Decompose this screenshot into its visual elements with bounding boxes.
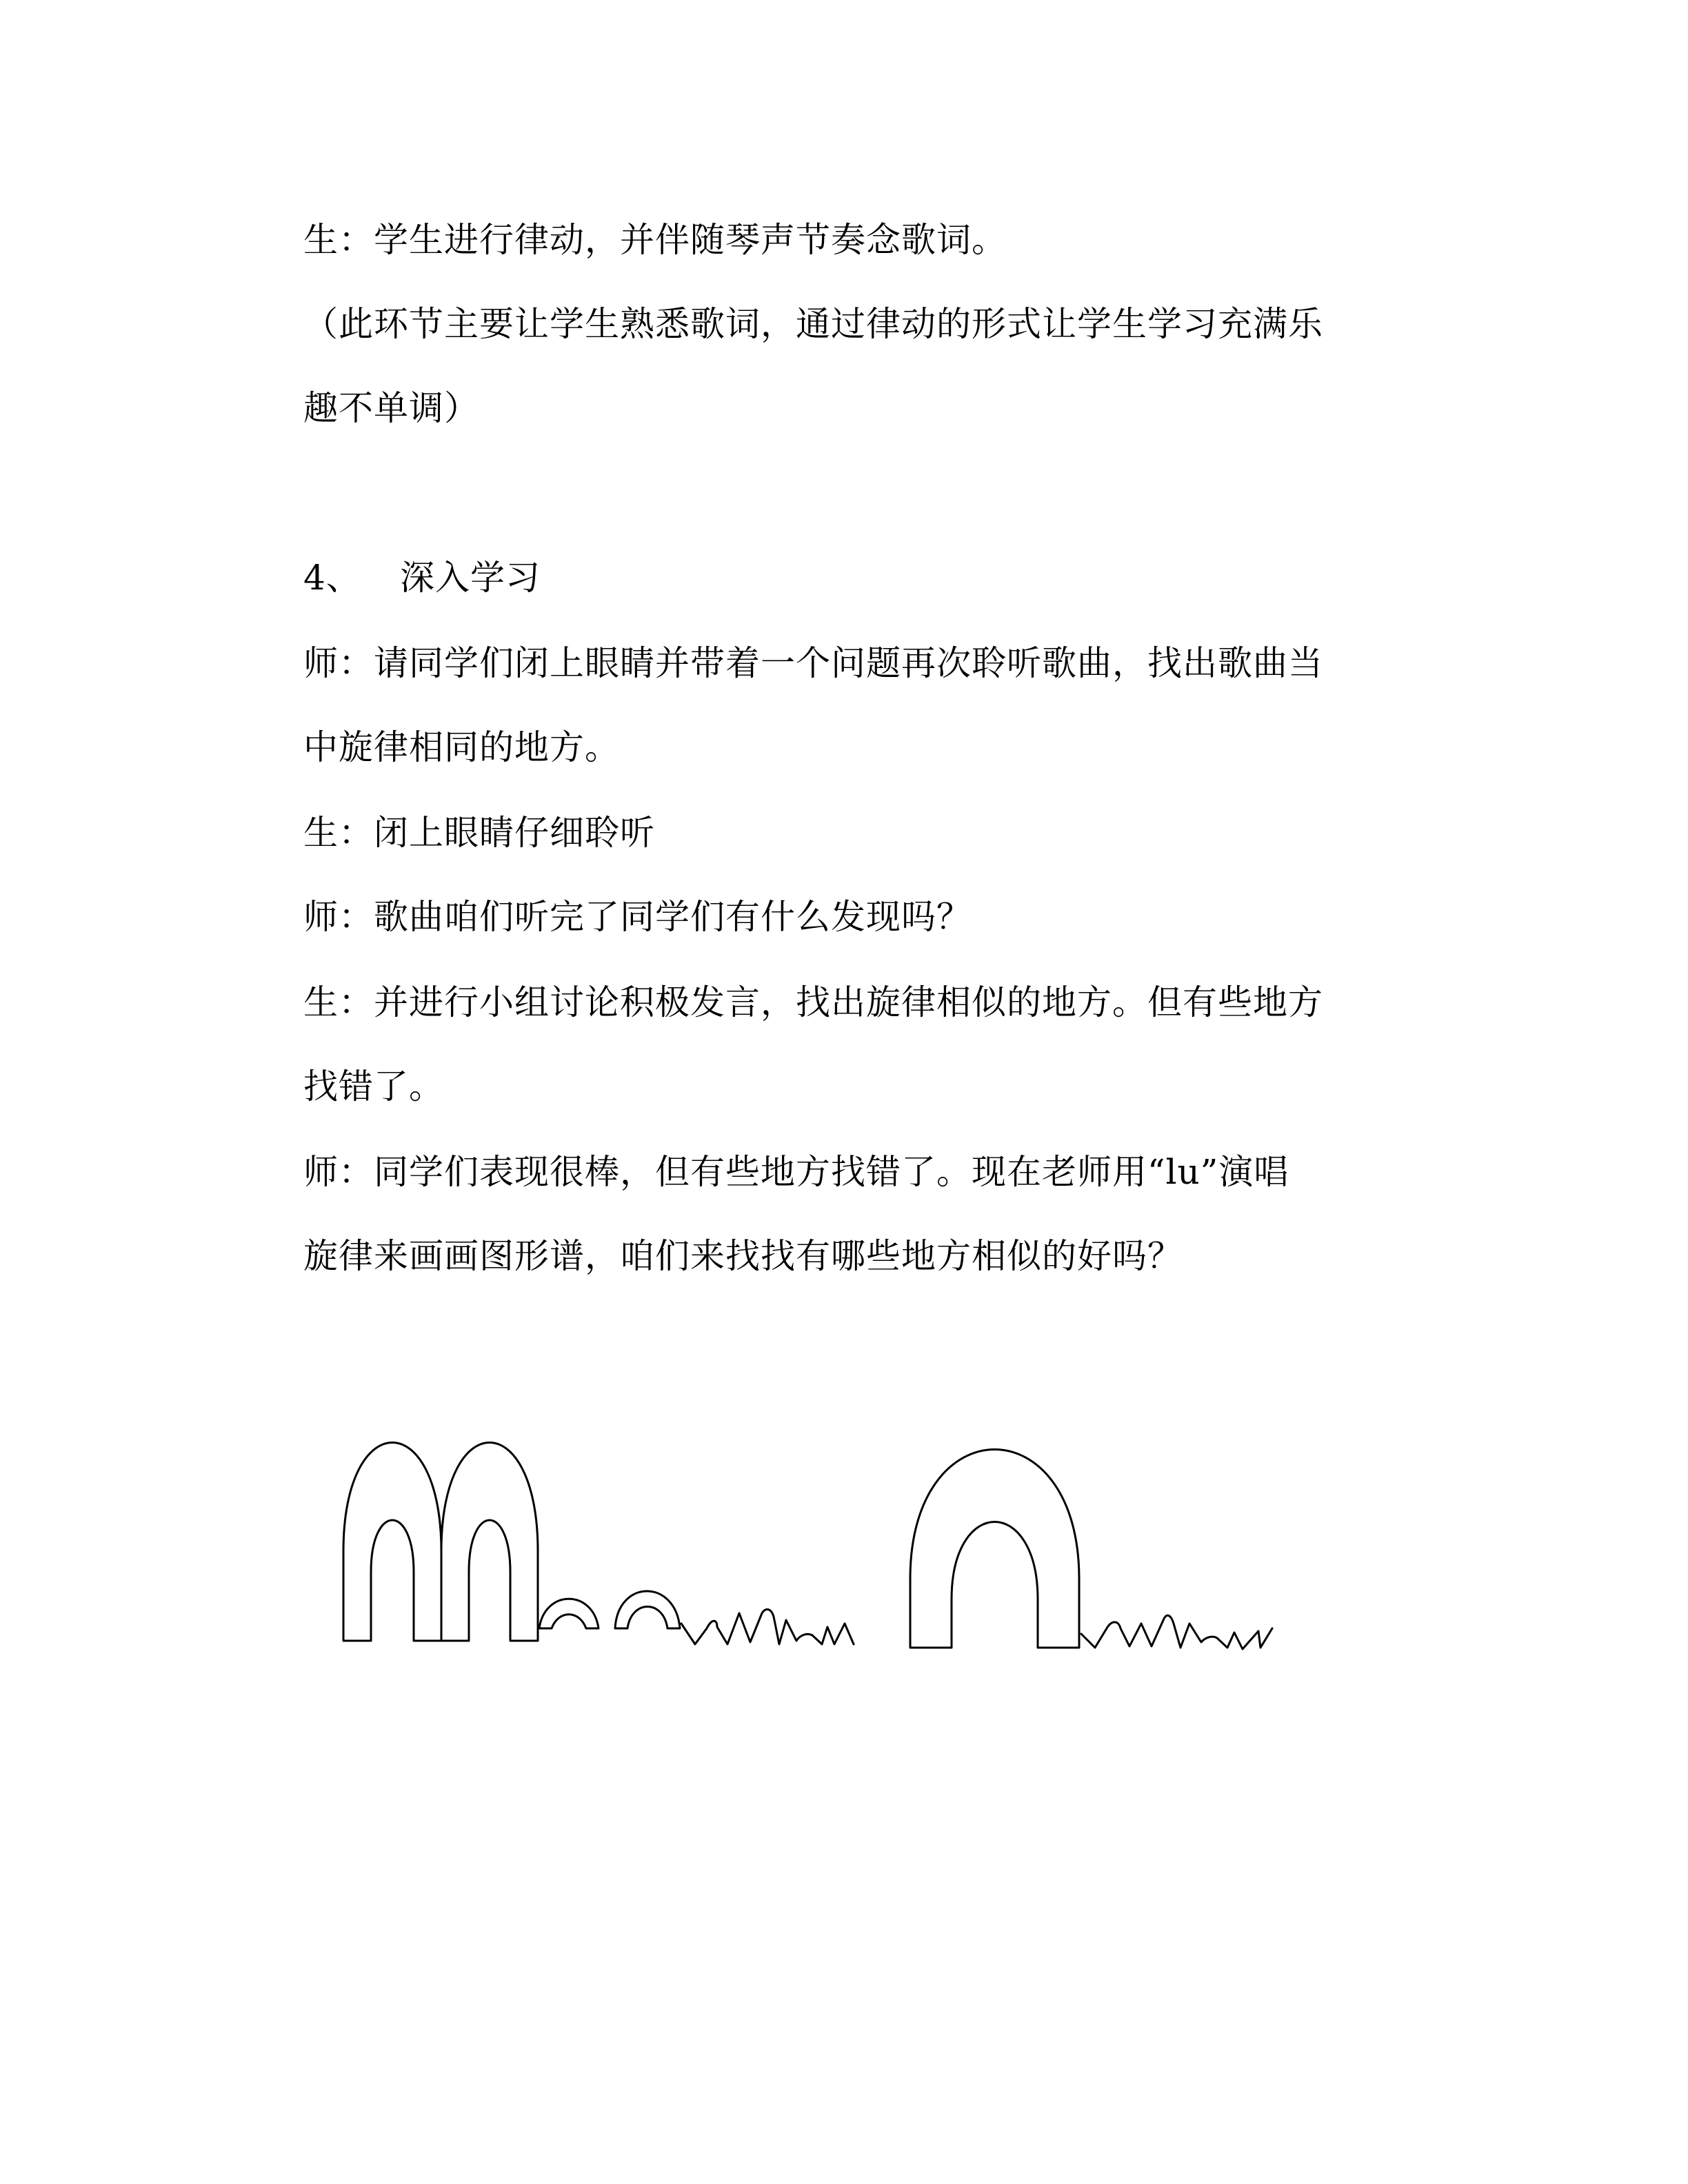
tall-arch-2 xyxy=(441,1443,538,1641)
text-line-10: 找错了。 xyxy=(303,1066,444,1106)
graphic-score-figure xyxy=(331,1413,1338,1675)
section-number: 4、 xyxy=(303,558,361,598)
zigzag-squiggle-1 xyxy=(681,1610,854,1644)
text-line-5: 师：请同学们闭上眼睛并带着一个问题再次聆听歌曲，找出歌曲当 xyxy=(303,643,1323,683)
small-arch-2 xyxy=(615,1591,680,1628)
large-arch xyxy=(910,1450,1079,1648)
text-line-7: 生：闭上眼睛仔细聆听 xyxy=(303,813,655,853)
text-line-8: 师：歌曲咱们听完了同学们有什么发现吗？ xyxy=(303,897,972,937)
graphic-score-drawing xyxy=(331,1413,1338,1675)
text-line-9: 生：并进行小组讨论积极发言，找出旋律相似的地方。但有些地方 xyxy=(303,982,1323,1022)
small-arch-1 xyxy=(539,1599,599,1628)
text-line-6: 中旋律相同的地方。 xyxy=(303,727,620,767)
text-line-12: 旋律来画画图形谱，咱们来找找有哪些地方相似的好吗？ xyxy=(303,1236,1183,1276)
tall-arch-1 xyxy=(343,1443,441,1641)
text-line-3: 趣不单调） xyxy=(303,388,479,428)
zigzag-squiggle-2 xyxy=(1081,1615,1272,1649)
text-line-11: 师：同学们表现很棒，但有些地方找错了。现在老师用“lu”演唱 xyxy=(303,1152,1289,1192)
section-title: 深入学习 xyxy=(400,558,541,598)
text-line-2: （此环节主要让学生熟悉歌词，通过律动的形式让学生学习充满乐 xyxy=(303,304,1323,344)
text-line-1: 生：学生进行律动，并伴随琴声节奏念歌词。 xyxy=(303,220,1007,260)
section-heading xyxy=(303,557,541,598)
